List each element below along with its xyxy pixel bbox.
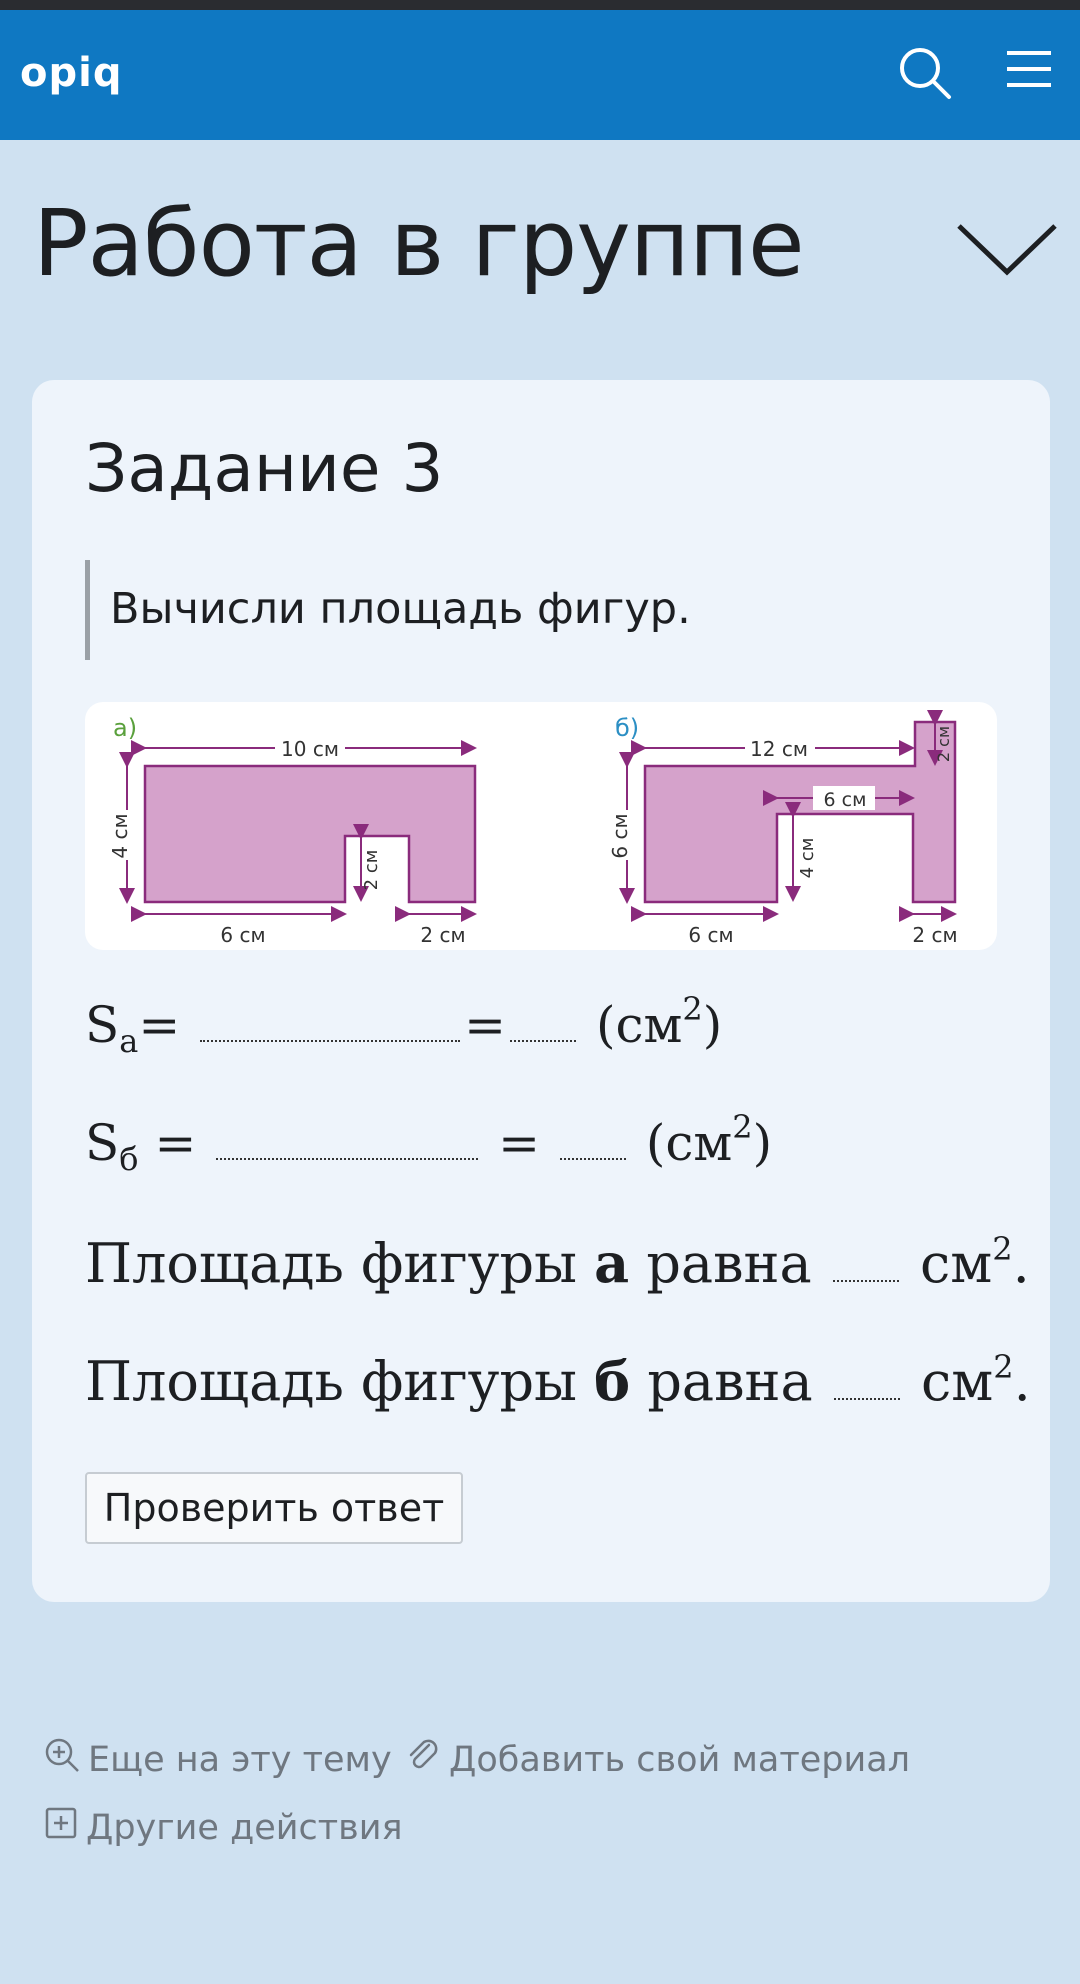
statement-a-before: Площадь фигуры <box>85 1232 595 1295</box>
other-actions-link[interactable] <box>44 1806 403 1849</box>
statement-a <box>85 1230 1030 1295</box>
section-title: Работа в группе <box>33 190 804 297</box>
statement-b-before: Площадь фигуры <box>85 1350 595 1413</box>
figure-b-inner-dim: 4 см <box>797 837 818 879</box>
statement-a-end: . <box>1012 1232 1030 1295</box>
equation-b-sub: б <box>119 1140 139 1178</box>
statement-b-answer-input[interactable] <box>834 1397 900 1400</box>
figure-a-notch-dim: 2 см <box>361 849 382 891</box>
statement-a-answer-input[interactable] <box>833 1279 899 1282</box>
statement-a-bold: а <box>594 1231 630 1295</box>
menu-icon[interactable] <box>1004 44 1054 98</box>
statement-b-bold: б <box>594 1349 631 1413</box>
equation-b-unit: (см <box>645 1114 733 1172</box>
instruction-quote <box>85 560 790 660</box>
equation-a-eq2: = <box>464 996 507 1054</box>
plus-square-icon <box>44 1806 78 1849</box>
figure-a-bottom-left-dim: 6 см <box>220 923 266 947</box>
other-actions-label: Другие действия <box>86 1807 403 1848</box>
equation-b-symbol: S <box>85 1114 120 1172</box>
figure-a-bottom-right-dim: 2 см <box>420 923 466 947</box>
chevron-down-icon[interactable] <box>955 220 1059 284</box>
task-figure <box>85 702 997 950</box>
figure-b-top-dim: 12 см <box>750 737 808 761</box>
equation-b <box>85 1108 772 1178</box>
equation-a-sub: а <box>119 1022 139 1060</box>
more-on-topic-link[interactable] <box>44 1737 392 1782</box>
figure-a-top-dim: 10 см <box>281 737 339 761</box>
figure-a-shape <box>145 766 475 902</box>
equation-a-symbol: S <box>85 996 120 1054</box>
equation-a-unit: (см <box>595 996 683 1054</box>
equation-a-close: ) <box>702 996 723 1054</box>
more-on-topic-label: Еще на эту тему <box>88 1739 392 1780</box>
statement-b-after: равна <box>630 1350 813 1413</box>
instruction-text: Вычисли площадь фигур. <box>110 584 691 634</box>
figure-a-left-dim: 4 см <box>108 813 132 859</box>
equation-a-sup: 2 <box>682 990 703 1028</box>
app-header <box>0 10 1080 140</box>
paperclip-icon <box>405 1737 441 1782</box>
equation-b-eq2: = <box>498 1114 541 1172</box>
statement-b-end: . <box>1013 1350 1031 1413</box>
equation-a <box>85 990 722 1060</box>
figure-b-label: б) <box>615 714 640 742</box>
statement-a-after: равна <box>629 1232 812 1295</box>
figure-a-label: а) <box>113 714 138 742</box>
equation-b-sup: 2 <box>732 1108 753 1146</box>
statement-a-unit: см <box>920 1232 993 1295</box>
figure-b-bottom-left-dim: 6 см <box>688 923 734 947</box>
add-material-link[interactable] <box>405 1737 910 1782</box>
equation-a-expression-input[interactable] <box>200 1039 460 1042</box>
status-strip <box>0 0 1080 10</box>
figure-b <box>608 714 958 947</box>
search-icon[interactable] <box>896 44 952 104</box>
figure-b-left-dim: 6 см <box>608 813 632 859</box>
figure-b-right-top-dim: 2 см <box>934 725 953 763</box>
statement-a-sup: 2 <box>992 1230 1013 1268</box>
task-card <box>32 380 1050 1602</box>
statement-b <box>85 1348 1031 1413</box>
statement-b-sup: 2 <box>993 1348 1014 1386</box>
check-answer-button[interactable]: Проверить ответ <box>85 1472 463 1544</box>
statement-b-unit: см <box>921 1350 994 1413</box>
figure-b-bottom-right-dim: 2 см <box>912 923 958 947</box>
equation-b-expression-input[interactable] <box>216 1157 478 1160</box>
task-title: Задание 3 <box>85 430 444 507</box>
equation-b-result-input[interactable] <box>560 1157 626 1160</box>
equation-a-result-input[interactable] <box>510 1039 576 1042</box>
opiq-logo[interactable]: opiq <box>20 50 123 96</box>
equation-b-close: ) <box>752 1114 773 1172</box>
zoom-in-icon <box>44 1737 80 1782</box>
equation-a-eq1: = <box>138 996 181 1054</box>
figure-a <box>108 714 475 947</box>
add-material-label: Добавить свой материал <box>449 1739 911 1780</box>
figure-b-middle-dim: 6 см <box>823 789 867 811</box>
equation-b-eq1: = <box>154 1114 197 1172</box>
